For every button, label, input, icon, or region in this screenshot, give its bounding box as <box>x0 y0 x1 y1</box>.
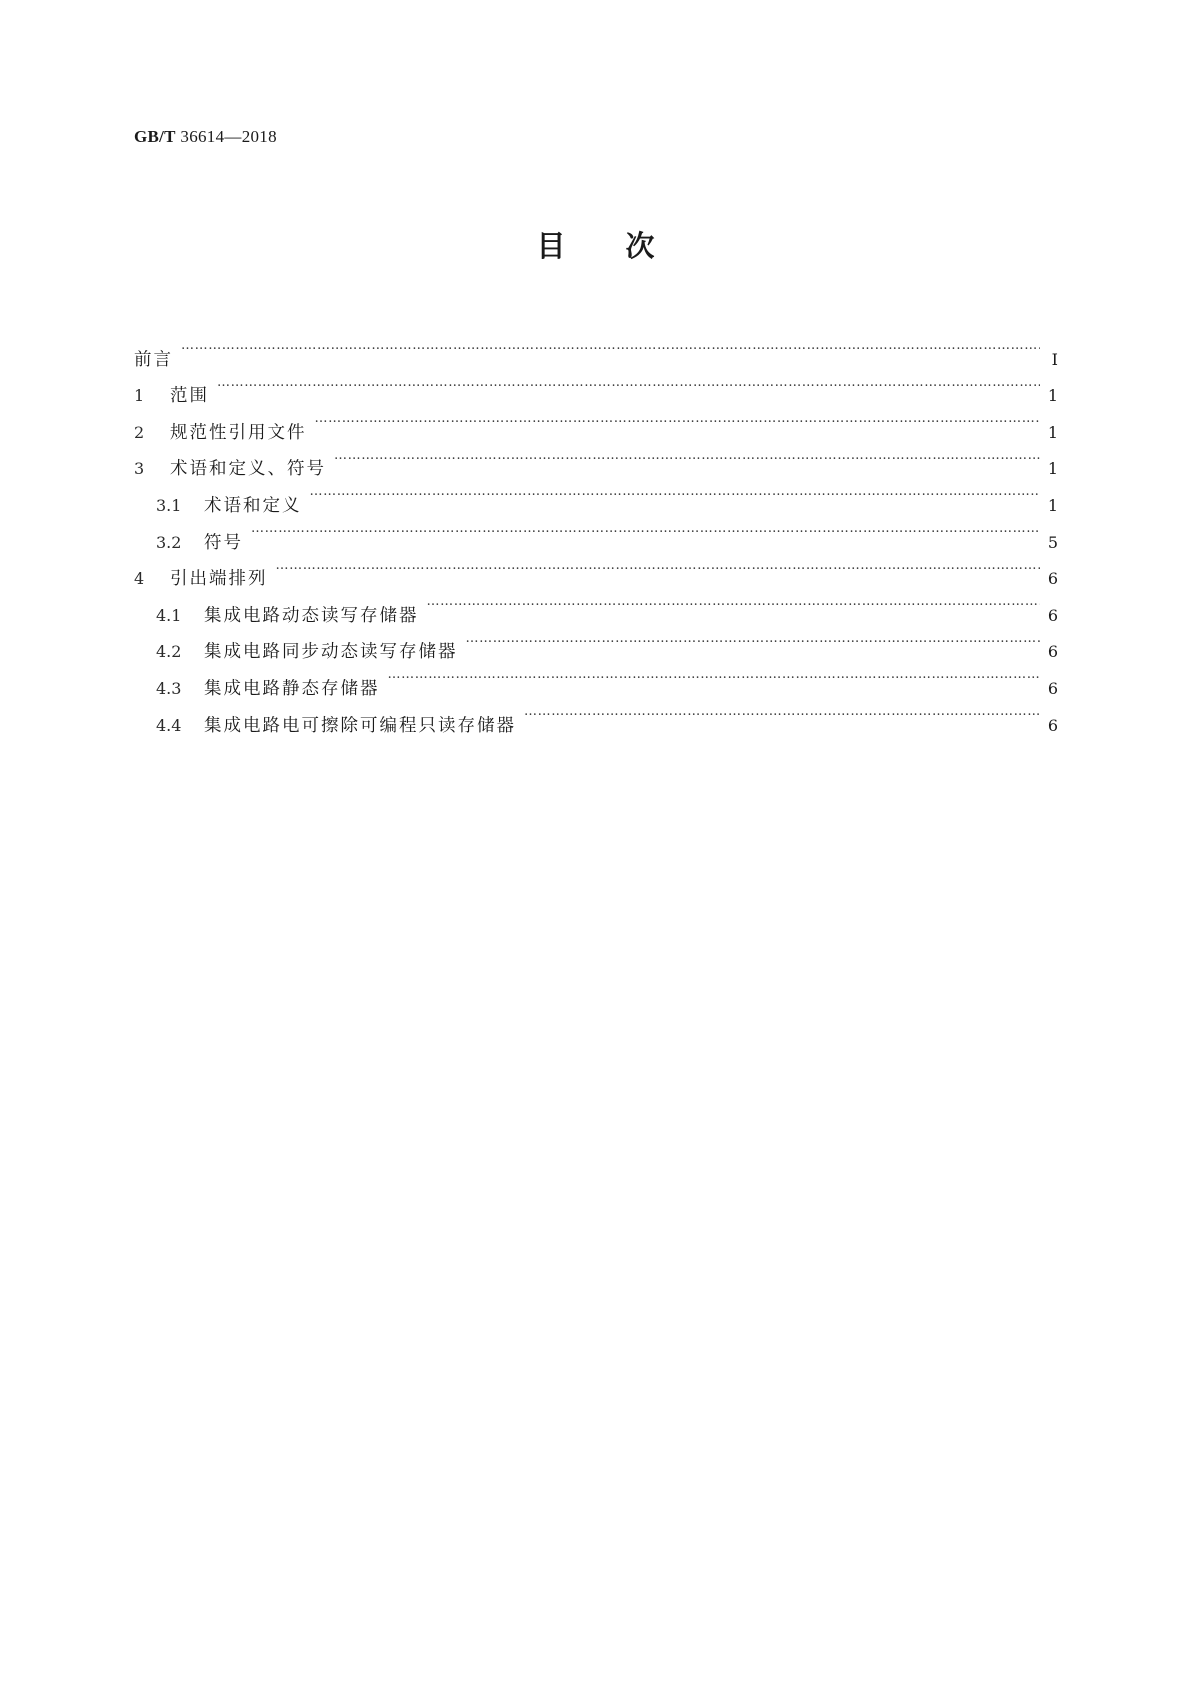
toc-page-number: 1 <box>1047 386 1058 406</box>
toc-page-number: 6 <box>1047 678 1058 698</box>
toc-page-number: 1 <box>1047 495 1058 515</box>
toc-entry-title: 前言 <box>134 349 173 370</box>
toc-leader-dots <box>310 474 1041 511</box>
toc-page-number: Ⅰ <box>1051 349 1058 369</box>
standard-number: 36614—2018 <box>180 127 277 146</box>
toc-entry-title: 术语和定义 <box>204 495 302 516</box>
toc-entry-number: 4.3 <box>156 678 182 698</box>
toc-page-number: 6 <box>1047 642 1058 662</box>
toc-entry-title: 集成电路动态读写存储器 <box>204 605 419 626</box>
table-of-contents <box>134 328 1058 736</box>
toc-leader-dots <box>251 511 1040 548</box>
toc-entry-title: 集成电路电可擦除可编程只读存储器 <box>204 715 516 736</box>
toc-entry-title: 术语和定义、符号 <box>170 459 326 480</box>
toc-entry-4-1[interactable] <box>134 584 1058 626</box>
toc-entry-number: 3.2 <box>156 532 182 552</box>
toc-page-number: 6 <box>1047 715 1058 735</box>
toc-entry-number: 4.1 <box>156 605 182 625</box>
page-title: 目次 <box>536 229 715 263</box>
toc-page-number: 1 <box>1047 459 1058 479</box>
toc-page-number: 1 <box>1047 422 1058 442</box>
toc-leader-dots <box>315 401 1041 438</box>
toc-entry-2[interactable] <box>134 401 1058 443</box>
toc-entry-number: 3 <box>134 459 145 479</box>
toc-entry-number: 3.1 <box>156 495 182 515</box>
toc-entry-title: 范围 <box>170 386 209 407</box>
toc-entry-1[interactable] <box>134 365 1058 407</box>
toc-entry-title: 集成电路同步动态读写存储器 <box>204 642 458 663</box>
toc-leader-dots <box>276 548 1041 585</box>
toc-entry-number: 4.4 <box>156 715 182 735</box>
toc-leader-dots <box>524 694 1040 731</box>
standard-prefix: GB/T <box>134 127 176 146</box>
toc-entry-title: 规范性引用文件 <box>170 422 307 443</box>
toc-entry-title: 集成电路静态存储器 <box>204 678 380 699</box>
toc-entry-number: 2 <box>134 422 145 442</box>
toc-entry-3-2[interactable] <box>134 511 1058 553</box>
toc-page-number: 6 <box>1047 569 1058 589</box>
standard-code <box>134 127 277 147</box>
toc-entry-number: 1 <box>134 386 145 406</box>
toc-entry-4[interactable] <box>134 548 1058 590</box>
toc-page-number: 5 <box>1047 532 1058 552</box>
toc-page-number: 6 <box>1047 605 1058 625</box>
toc-leader-dots <box>217 365 1040 402</box>
toc-leader-dots <box>181 328 1040 365</box>
toc-entry-number: 4.2 <box>156 642 182 662</box>
toc-entry-title: 符号 <box>204 532 243 553</box>
toc-entry-foreword[interactable] <box>134 328 1058 370</box>
toc-leader-dots <box>427 584 1041 621</box>
toc-leader-dots <box>334 438 1040 475</box>
toc-leader-dots <box>466 621 1041 658</box>
toc-entry-title: 引出端排列 <box>170 569 268 590</box>
toc-entry-number: 4 <box>134 569 145 589</box>
toc-leader-dots <box>388 657 1041 694</box>
